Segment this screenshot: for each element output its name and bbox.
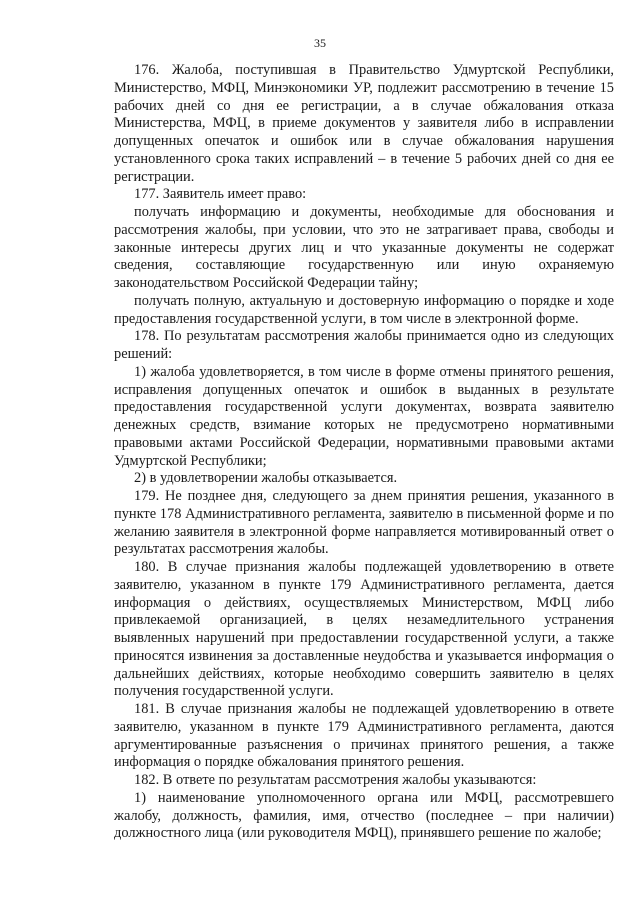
document-body <box>114 62 614 843</box>
paragraph-178-item-1: 1) жалоба удовлетворяется, в том числе в форме отмены принятого решения, исправления допущенных опечаток и ошибок в выданных в результате предоставления государственной услуги документах, возврата заявителю денежных средств, взимание которых не предусмотрено нормативными правовыми актами Российской Федерации, нормативными правовыми актами Удмуртской Республики; <box>114 363 614 469</box>
paragraph-180: 180. В случае признания жалобы подлежащей удовлетворению в ответе заявителю, указанном в пункте 179 Административного регламента, дается информация о действиях, осуществляемых Министерством, МФЦ либо привлекаемой организацией, в целях незамедлительного устранения выявленных нарушений при предоставлении государственной услуги, а также приносятся извинения за доставленные неудобства и указывается информация о дальнейших действиях, которые необходимо совершить заявителю в целях получения государственной услуги. <box>114 559 614 700</box>
paragraph-177-item-1: получать информацию и документы, необходимые для обоснования и рассмотрения жалобы, при условии, что это не затрагивает права, свободы и законные интересы других лиц и что указанные документы не содержат сведения, составляющие государственную или иную охраняемую законодательством Российской Федерации тайну; <box>114 204 614 291</box>
paragraph-178-item-2: 2) в удовлетворении жалобы отказывается. <box>134 470 398 487</box>
paragraph-181: 181. В случае признания жалобы не подлежащей удовлетворению в ответе заявителю, указанном в пункте 179 Административного регламента, даются аргументированные разъяснения о причинах принятого решения, а также информация о порядке обжалования принятого решения. <box>114 701 614 771</box>
paragraph-182-item-1: 1) наименование уполномоченного органа или МФЦ, рассмотревшего жалобу, должность, фамилия, имя, отчество (последнее – при наличии) должностного лица (или руководителя МФЦ), принявшего решение по жалобе; <box>114 789 614 842</box>
paragraph-182: 182. В ответе по результатам рассмотрения жалобы указываются: <box>134 772 537 788</box>
paragraph-179: 179. Не позднее дня, следующего за днем принятия решения, указанного в пункте 178 Административного регламента, заявителю в письменной форме и по желанию заявителя в электронной форме направляется мотивированный ответ о результатах рассмотрения жалобы. <box>114 488 614 558</box>
paragraph-178: 178. По результатам рассмотрения жалобы принимается одно из следующих решений: <box>114 328 614 362</box>
page-number: 35 <box>314 36 326 50</box>
paragraph-177-item-2: получать полную, актуальную и достоверную информацию о порядке и ходе предоставления государственной услуги, в том числе в электронной форме. <box>114 292 614 327</box>
paragraph-176: 176. Жалоба, поступившая в Правительство Удмуртской Республики, Министерство, МФЦ, Минэкономики УР, подлежит рассмотрению в течение 15 рабочих дней со дня ее регистрации, а в случае обжалования отказа Министерства, МФЦ, в приеме документов у заявителя либо в исправлении допущенных опечаток и ошибок или в случае обжалования нарушения установленного срока таких исправлений – в течение 5 рабочих дней со дня ее регистрации. <box>114 62 614 185</box>
paragraph-177: 177. Заявитель имеет право: <box>134 186 307 203</box>
